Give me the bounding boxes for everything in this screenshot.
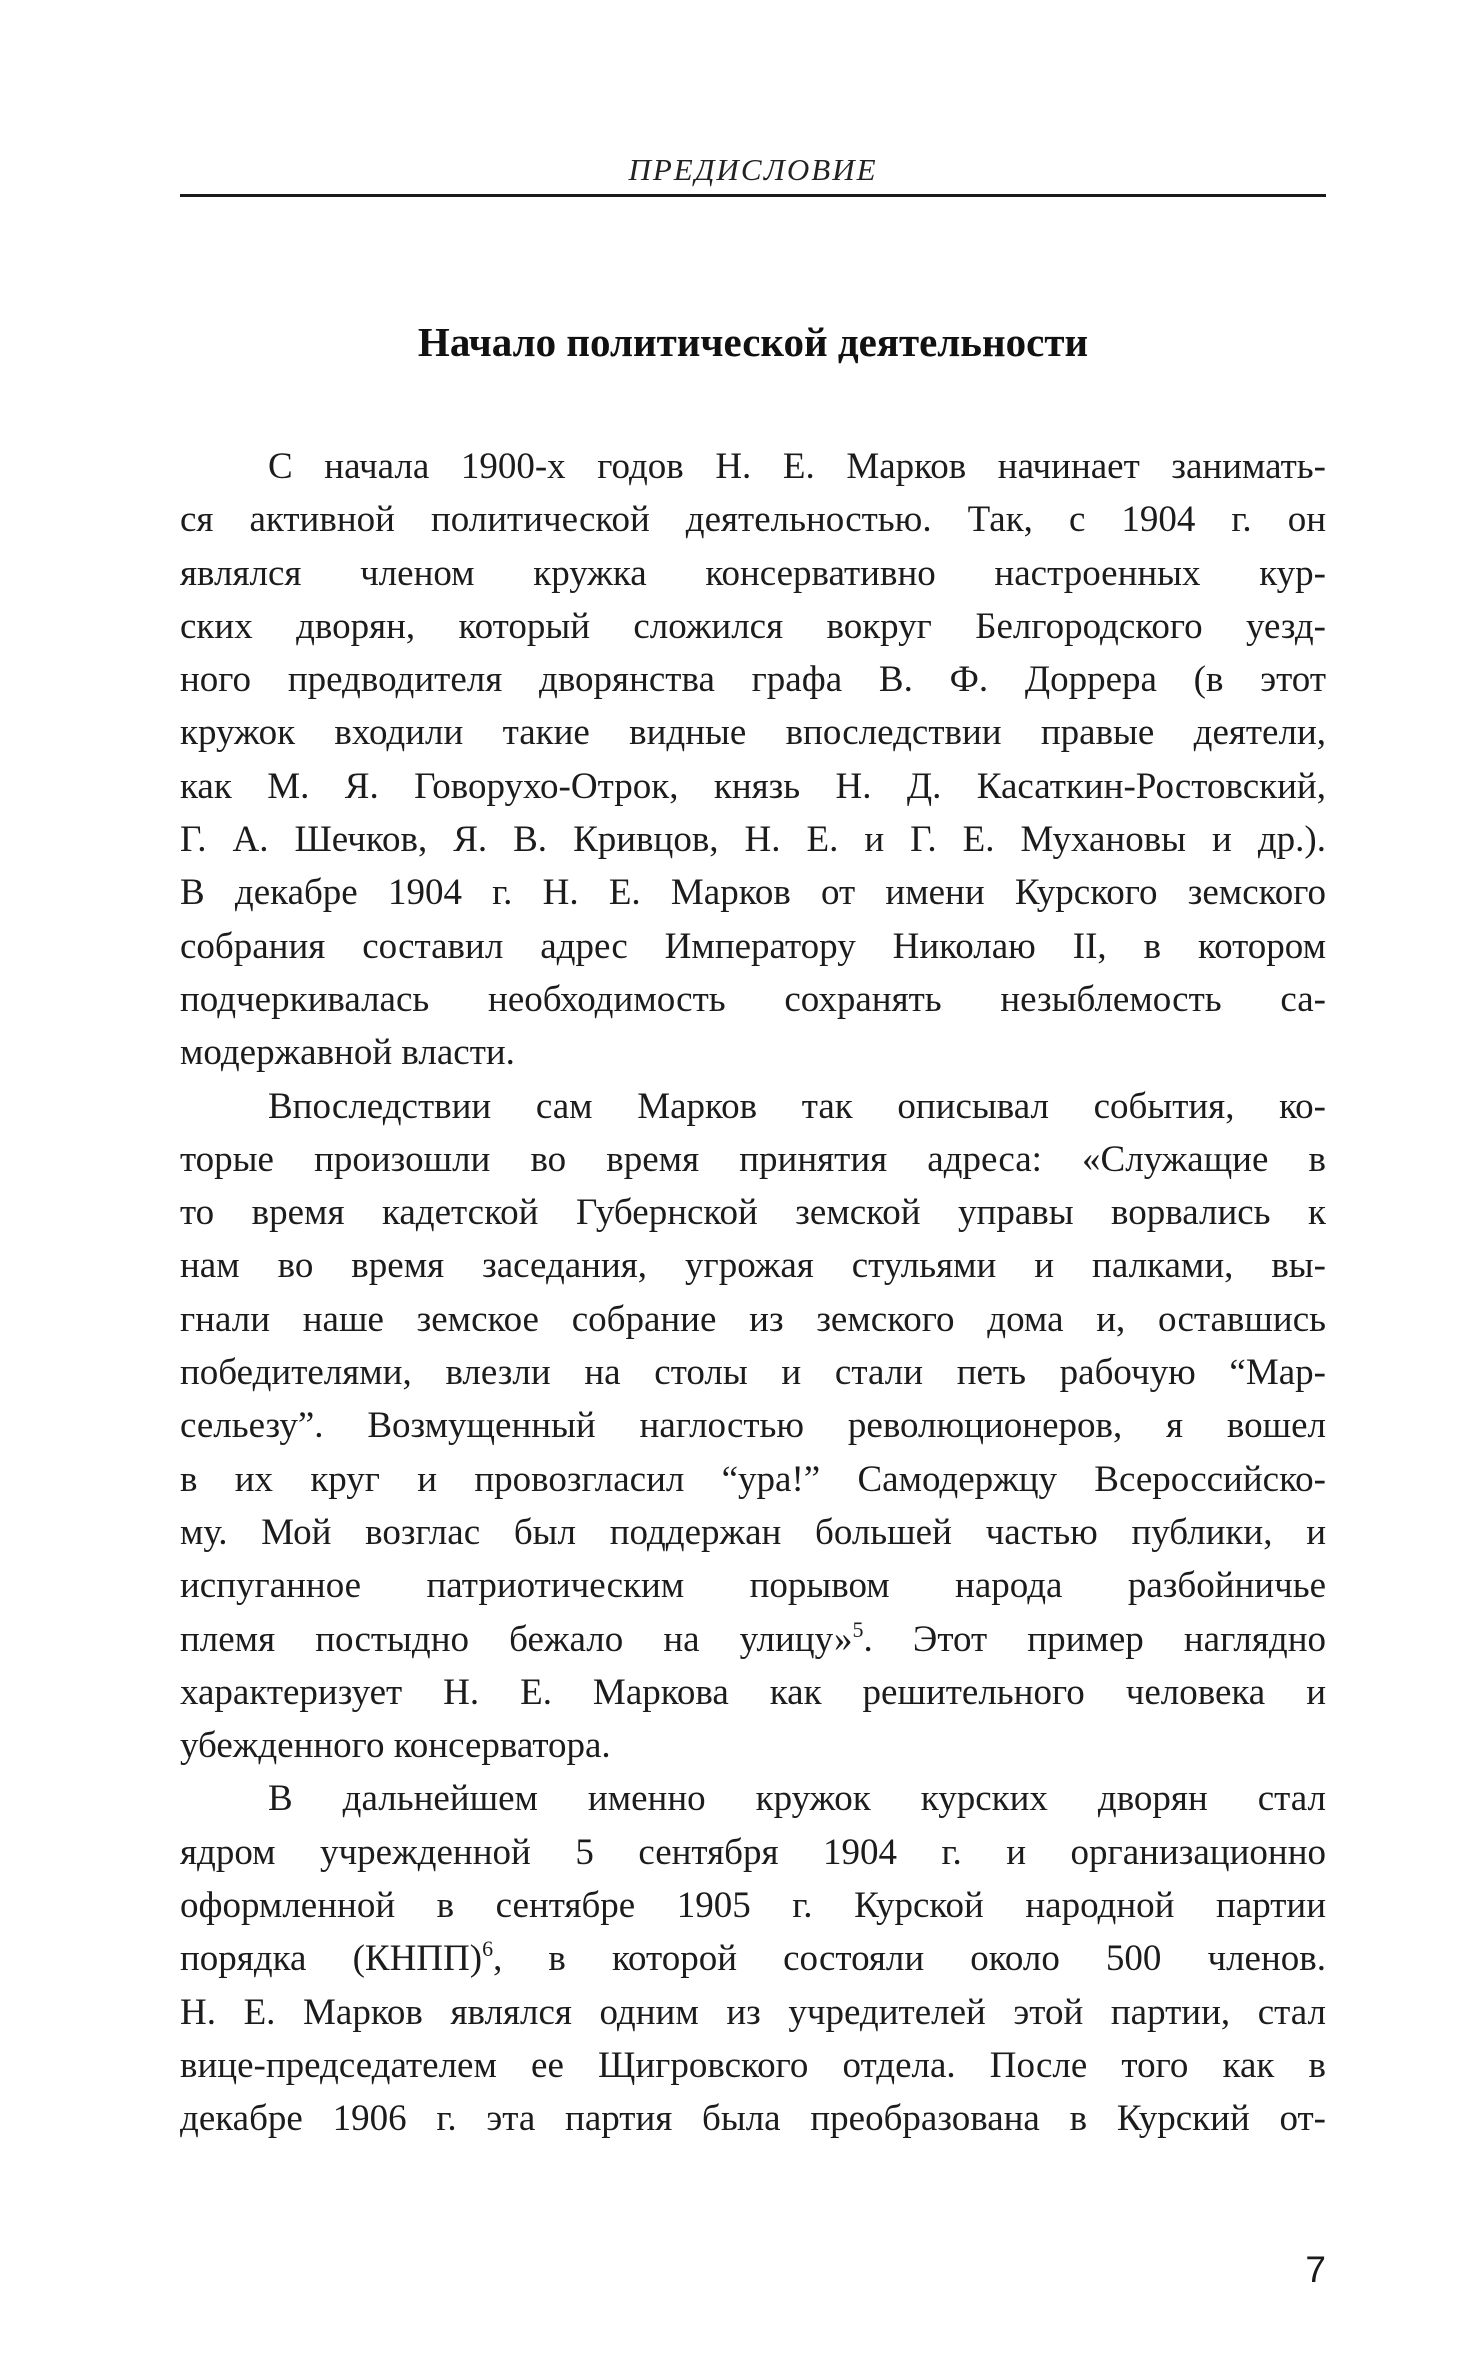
paragraph-2-line-12: характеризует Н. Е. Маркова как решительного человека и <box>180 1671 1326 1713</box>
footnote-ref-6[interactable]: 6 <box>482 1936 494 1962</box>
paragraph-3-line-7: декабре 1906 г. эта партия была преобразована в Курский от- <box>180 2098 1326 2140</box>
paragraph-3-line-4-tail: , в которой состояли около 500 членов. <box>493 1938 1326 1980</box>
page-number: 7 <box>1305 2249 1326 2290</box>
paragraph-3-line-4 <box>180 1932 1326 1985</box>
paragraph-2-line-9: му. Мой возглас был поддержан большей частью публики, и <box>180 1511 1326 1553</box>
paragraph-2-line-7: сельезу”. Возмущенный наглостью революционеров, я вошел <box>180 1405 1326 1447</box>
paragraph-1-line-3: являлся членом кружка консервативно настроенных кур- <box>180 552 1326 594</box>
chapter-title: Начало политической деятельности <box>417 319 1089 365</box>
body-text <box>180 440 1326 2146</box>
paragraph-2-line-4: нам во время заседания, угрожая стульями и палками, вы- <box>180 1245 1326 1287</box>
paragraph-1-line-8: Г. А. Шечков, Я. В. Кривцов, Н. Е. и Г. Е. Мухановы и др.). <box>180 819 1326 861</box>
paragraph-2-line-13: убежденного консерватора. <box>180 1725 611 1767</box>
paragraph-2-line-1: Впоследствии сам Марков так описывал события, ко- <box>268 1085 1326 1127</box>
paragraph-2-line-11-tail: . Этот пример наглядно <box>863 1618 1326 1660</box>
paragraph-2-line-6: победителями, влезли на столы и стали петь рабочую “Мар- <box>180 1352 1326 1394</box>
paragraph-3-line-2: ядром учрежденной 5 сентября 1904 г. и организационно <box>180 1831 1326 1873</box>
paragraph-2-line-11 <box>180 1613 1326 1666</box>
paragraph-1-line-2: ся активной политической деятельностью. Так, с 1904 г. он <box>180 499 1326 541</box>
header-rule <box>180 194 1326 197</box>
paragraph-2-line-5: гнали наше земское собрание из земского дома и, оставшись <box>180 1298 1326 1340</box>
paragraph-2-line-11-text: племя постыдно бежало на улицу» <box>180 1618 853 1660</box>
paragraph-3-line-3: оформленной в сентябре 1905 г. Курской народной партии <box>180 1885 1326 1927</box>
paragraph-3-line-5: Н. Е. Марков являлся одним из учредителей этой партии, стал <box>180 1991 1326 2033</box>
paragraph-1-line-11: подчеркивалась необходимость сохранять незыблемость са- <box>180 978 1326 1020</box>
paragraph-1-line-7: как М. Я. Говорухо-Отрок, князь Н. Д. Касаткин-Ростовский, <box>180 765 1326 807</box>
paragraph-3-line-4-text: порядка (КНПП) <box>180 1938 483 1980</box>
paragraph-2-line-2: торые произошли во время принятия адреса: «Служащие в <box>180 1138 1326 1180</box>
paragraph-2-line-8: в их круг и провозгласил “ура!” Самодержцу Всероссийско- <box>180 1458 1326 1500</box>
paragraph-1-line-9: В декабре 1904 г. Н. Е. Марков от имени Курского земского <box>180 872 1326 914</box>
paragraph-1-line-10: собрания составил адрес Императору Николаю II, в котором <box>180 925 1326 967</box>
paragraph-1-line-1: С начала 1900-х годов Н. Е. Марков начинает занимать- <box>268 446 1326 487</box>
paragraph-2-line-10: испуганное патриотическим порывом народа разбойничье <box>180 1565 1326 1607</box>
paragraph-1-line-12: модержавной власти. <box>180 1032 515 1074</box>
running-head: ПРЕДИСЛОВИЕ <box>628 152 878 187</box>
paragraph-1-line-4: ских дворян, который сложился вокруг Белгородского уезд- <box>180 605 1326 647</box>
paragraph-1-line-5: ного предводителя дворянства графа В. Ф. Доррера (в этот <box>180 659 1326 701</box>
paragraph-1-line-6: кружок входили такие видные впоследствии правые деятели, <box>180 712 1326 754</box>
paragraph-3-line-6: вице-председателем ее Щигровского отдела. После того как в <box>180 2044 1326 2086</box>
paragraph-3-line-1: В дальнейшем именно кружок курских дворян стал <box>268 1778 1326 1820</box>
footnote-ref-5[interactable]: 5 <box>852 1616 864 1642</box>
paragraph-2-line-3: то время кадетской Губернской земской управы ворвались к <box>180 1192 1326 1234</box>
